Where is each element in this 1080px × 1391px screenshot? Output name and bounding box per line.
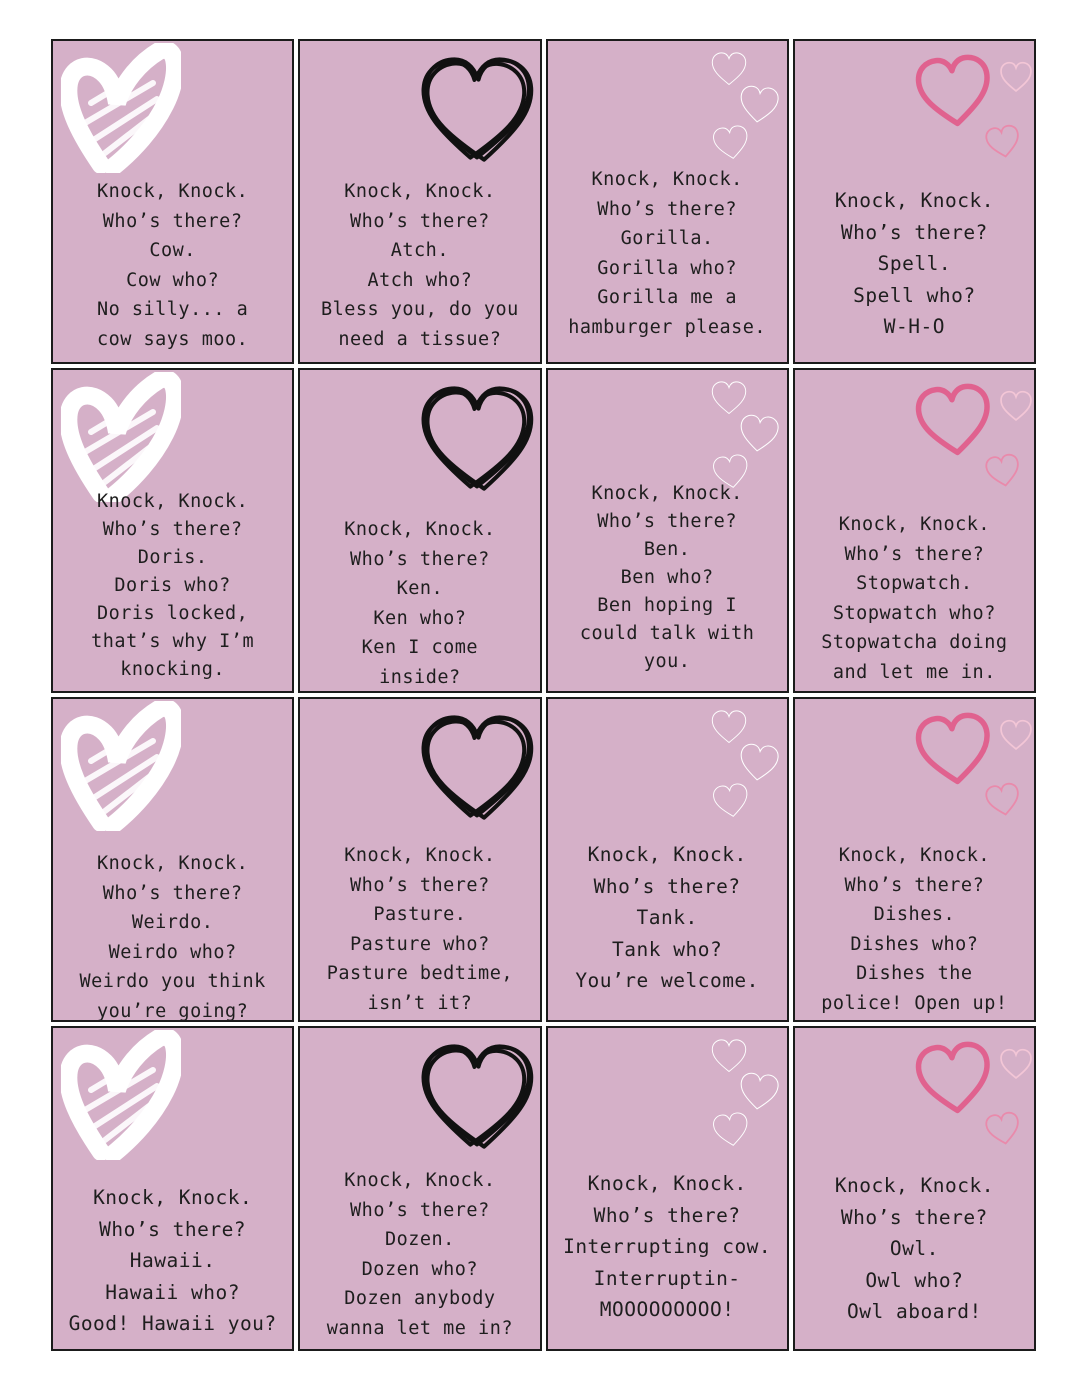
joke-line: Who’s there? [350,548,490,570]
joke-line: Stopwatcha doing [821,632,1008,653]
joke-card [298,1026,541,1351]
joke-card [51,697,294,1022]
joke-line: police! Open up! [821,992,1008,1014]
joke-line: Ken who? [373,607,467,629]
white-small-hearts-icon [708,378,784,496]
joke-line: Interrupting cow. [563,1235,772,1258]
joke-text [801,841,1028,1018]
joke-line: Weirdo you think [79,971,266,992]
joke-line: you’re going? [96,1000,249,1022]
joke-line: Knock, Knock. [591,169,743,190]
joke-line: Who’s there? [593,1203,741,1227]
joke-line: Who’s there? [350,1199,490,1221]
joke-line: Who’s there? [99,1217,247,1241]
joke-line: Who’s there? [102,519,243,540]
white-sketch-heart-icon [61,372,181,502]
joke-text [801,510,1028,687]
joke-line: Ben. [643,539,691,560]
joke-line: Knock, Knock. [96,853,249,874]
joke-line: Stopwatch who? [832,602,996,624]
joke-line: Bless you, do you [320,299,519,320]
joke-line: Good! Hawaii you? [68,1312,277,1335]
joke-card [546,368,789,693]
joke-line: Ken I come [361,637,479,658]
joke-card [298,368,541,693]
joke-card [298,697,541,1022]
joke-line: Knock, Knock. [93,1186,253,1209]
joke-line: Who’s there? [350,874,490,896]
joke-line: You’re welcome. [575,969,759,992]
joke-line: Cow. [149,240,196,261]
joke-text [59,488,286,684]
joke-line: Pasture bedtime, [326,963,513,984]
joke-line: Atch. [390,240,449,261]
joke-card [793,1026,1036,1351]
joke-text [801,185,1028,343]
joke-line: Doris locked, [96,603,249,624]
joke-line: Stopwatch. [856,573,973,594]
black-outline-heart-icon [418,707,536,827]
joke-line: Who’s there? [597,511,737,532]
white-small-hearts-icon [708,707,784,825]
joke-card [546,697,789,1022]
joke-line: Cow who? [126,269,220,291]
joke-line: Knock, Knock. [834,189,994,212]
joke-line: Doris. [137,547,208,568]
joke-line: Knock, Knock. [96,181,249,202]
joke-line: MOOOOOOOOO! [599,1298,735,1321]
joke-line: Knock, Knock. [838,514,991,535]
joke-text [306,177,533,354]
joke-line: Hawaii. [129,1249,216,1272]
black-outline-heart-icon [418,1036,536,1156]
joke-line: Weirdo. [131,912,214,933]
joke-line: Who’s there? [840,1205,988,1229]
joke-line: Pasture who? [350,933,490,955]
joke-line: Tank. [636,906,698,929]
white-small-hearts-icon [708,49,784,167]
joke-card [546,1026,789,1351]
joke-line: Ben who? [620,567,714,588]
pink-hearts-icon [913,1038,1036,1156]
joke-text [554,839,781,997]
joke-line: Interruptin- [593,1266,741,1290]
white-small-hearts-icon [708,1036,784,1154]
joke-line: inside? [379,666,461,688]
joke-line: Owl aboard! [847,1300,982,1323]
joke-card-grid [51,39,1036,1351]
joke-line: Pasture. [373,904,467,925]
joke-card [793,368,1036,693]
black-outline-heart-icon [418,378,536,498]
joke-line: Owl who? [865,1268,964,1292]
pink-hearts-icon [913,380,1036,498]
joke-card [546,39,789,364]
joke-line: Dozen anybody [344,1288,496,1309]
white-sketch-heart-icon [61,43,181,173]
joke-line: Knock, Knock. [344,181,496,202]
joke-line: Hawaii who? [105,1280,240,1304]
joke-text [801,1170,1028,1328]
joke-line: Who’s there? [350,210,490,232]
joke-line: Who’s there? [102,210,243,232]
white-sketch-heart-icon [61,701,181,831]
joke-text [554,1168,781,1326]
joke-line: you. [643,651,691,672]
joke-line: Gorilla me a [597,287,737,308]
joke-text [59,177,286,354]
joke-line: Who’s there? [840,220,988,244]
joke-line: No silly... a [96,299,249,320]
joke-line: Dishes who? [850,933,979,955]
pink-hearts-icon [913,709,1036,827]
joke-line: Who’s there? [593,874,741,898]
joke-card [298,39,541,364]
joke-text [554,165,781,342]
joke-line: could talk with [579,623,755,644]
joke-line: that’s why I’m [91,631,255,652]
joke-line: Knock, Knock. [834,1174,994,1197]
joke-line: Dozen. [384,1229,455,1250]
joke-line: Who’s there? [597,198,737,220]
joke-text [306,841,533,1018]
joke-line: Ken. [396,578,444,599]
pink-hearts-icon [913,51,1036,169]
joke-line: Dishes. [873,904,956,925]
joke-line: Who’s there? [844,543,985,565]
joke-line: Owl. [889,1237,939,1260]
joke-line: Gorilla. [620,228,714,249]
joke-line: Knock, Knock. [587,843,747,866]
joke-line: Knock, Knock. [96,491,249,512]
joke-line: Spell. [877,252,952,275]
joke-line: hamburger please. [568,316,767,338]
joke-line: Dozen who? [361,1258,479,1280]
joke-line: Knock, Knock. [591,483,743,504]
joke-line: isn’t it? [367,992,473,1014]
joke-text [306,515,533,692]
joke-line: cow says moo. [96,328,249,350]
white-sketch-heart-icon [61,1030,181,1160]
joke-line: W-H-O [883,315,945,338]
joke-card [51,368,294,693]
joke-line: Knock, Knock. [838,845,991,866]
joke-card [793,39,1036,364]
joke-line: wanna let me in? [326,1317,513,1339]
joke-line: Knock, Knock. [344,1170,496,1191]
joke-line: Weirdo who? [108,941,237,963]
joke-card [793,697,1036,1022]
joke-card [51,1026,294,1351]
joke-card [51,39,294,364]
joke-line: Gorilla who? [597,257,737,279]
joke-line: Tank who? [612,937,723,961]
joke-line: Knock, Knock. [587,1172,747,1195]
joke-line: Who’s there? [102,882,243,904]
joke-line: Dishes the [856,963,973,984]
joke-line: Doris who? [114,575,231,596]
joke-text [59,849,286,1022]
joke-text [306,1166,533,1343]
joke-line: Knock, Knock. [344,845,496,866]
joke-text [59,1182,286,1340]
joke-line: Knock, Knock. [344,519,496,540]
joke-line: Spell who? [853,283,976,307]
joke-line: Atch who? [367,269,473,291]
joke-line: Who’s there? [844,874,985,896]
black-outline-heart-icon [418,49,536,169]
joke-line: Ben hoping I [597,595,737,616]
joke-line: need a tissue? [338,328,502,350]
joke-line: knocking. [120,659,225,680]
joke-text [554,480,781,676]
joke-line: and let me in. [832,661,996,683]
